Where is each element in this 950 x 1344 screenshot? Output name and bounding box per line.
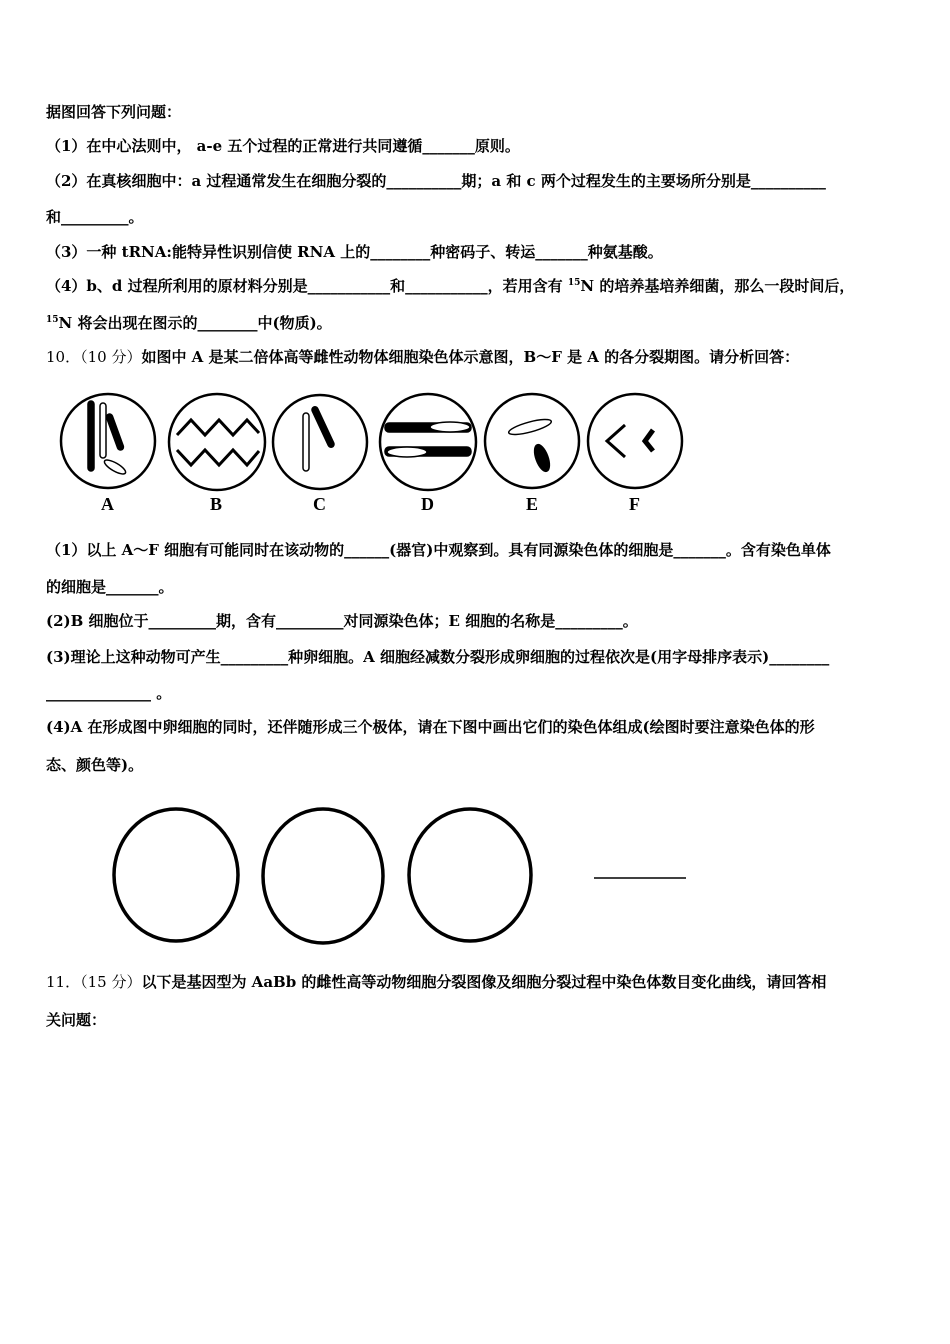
q10-part3-line2: ______________ 。 — [46, 684, 172, 702]
cell-C-circle — [273, 395, 367, 489]
empty-circle-2 — [263, 809, 383, 943]
cell-E-circle — [485, 394, 579, 488]
label-F: F — [629, 494, 640, 514]
q9-part4-line2: $^{15}$N 将会出现在图示的________中(物质)。 — [46, 314, 332, 332]
cell-B-chromosomes — [177, 420, 259, 465]
q10-part3-line1: (3)理论上这种动物可产生_________种卵细胞。A 细胞经减数分裂形成卵细胞的过程依次是(用字母排序表示)________ — [46, 648, 830, 666]
q9-part2-line2: 和_________。 — [46, 208, 144, 226]
cell-A-chromosomes — [88, 401, 127, 476]
label-B: B — [210, 494, 223, 514]
q9-part3: （3）一种 tRNA:能特异性识别信使 RNA 上的________种密码子、转运_______种氨基酸。 — [46, 243, 663, 261]
q10-part4-line2: 态、颜色等)。 — [46, 756, 144, 774]
empty-circle-3 — [409, 809, 531, 941]
cell-F-circle — [588, 394, 682, 488]
q11-stem-line1: 11．（15 分）以下是基因型为 AaBb 的雌性高等动物细胞分裂图像及细胞分裂过程中染色体数目变化曲线，请回答相 — [46, 973, 827, 991]
q10-stem: 10．（10 分）如图中 A 是某二倍体高等雌性动物体细胞染色体示意图，B～F 是 A 的各分裂期图。请分析回答： — [46, 348, 800, 366]
q10-number: 10．（10 分） — [46, 348, 142, 366]
intro-text: 据图回答下列问题： — [46, 103, 182, 121]
q10-part1-line2: 的细胞是_______。 — [46, 578, 174, 596]
q10-part1-line1: （1）以上 A～F 细胞有可能同时在该动物的______(器官)中观察到。具有同源染色体的细胞是_______。含有染色单体 — [46, 541, 831, 559]
q9-part1: （1）在中心法则中， a-e 五个过程的正常进行共同遵循_______原则。 — [46, 137, 520, 155]
cell-D-chromosomes — [385, 422, 471, 457]
label-A: A — [101, 494, 114, 514]
cell-D-circle — [380, 394, 476, 490]
cell-A-circle — [61, 394, 155, 488]
q9-part2-line1: （2）在真核细胞中：a 过程通常发生在细胞分裂的__________期；a 和 c 两个过程发生的主要场所分别是__________ — [46, 172, 826, 190]
cell-C-chromosomes — [303, 406, 335, 471]
cell-F-chromosomes — [607, 425, 653, 457]
q9-part4-line1: （4）b、d 过程所利用的原材料分别是___________和___________，若用含有 $^{15}$N 的培养基培养细菌，那么一段时间后， — [46, 277, 855, 295]
cell-division-figure — [55, 385, 695, 515]
label-C: C — [313, 494, 326, 514]
q10-part2: (2)B 细胞位于_________期，含有_________对同源染色体；E 细胞的名称是_________。 — [46, 612, 638, 630]
empty-circle-1 — [114, 809, 238, 941]
cell-B-circle — [169, 394, 265, 490]
q11-stem-line2: 关问题： — [46, 1011, 107, 1029]
q11-number: 11．（15 分） — [46, 973, 142, 991]
q10-part4-line1: (4)A 在形成图中卵细胞的同时，还伴随形成三个极体，请在下图中画出它们的染色体组成(绘图时要注意染色体的形 — [46, 718, 815, 736]
polar-body-drawing-area — [110, 803, 700, 953]
cell-E-chromosomes — [507, 416, 552, 473]
label-E: E — [526, 494, 539, 514]
label-D: D — [421, 494, 434, 514]
